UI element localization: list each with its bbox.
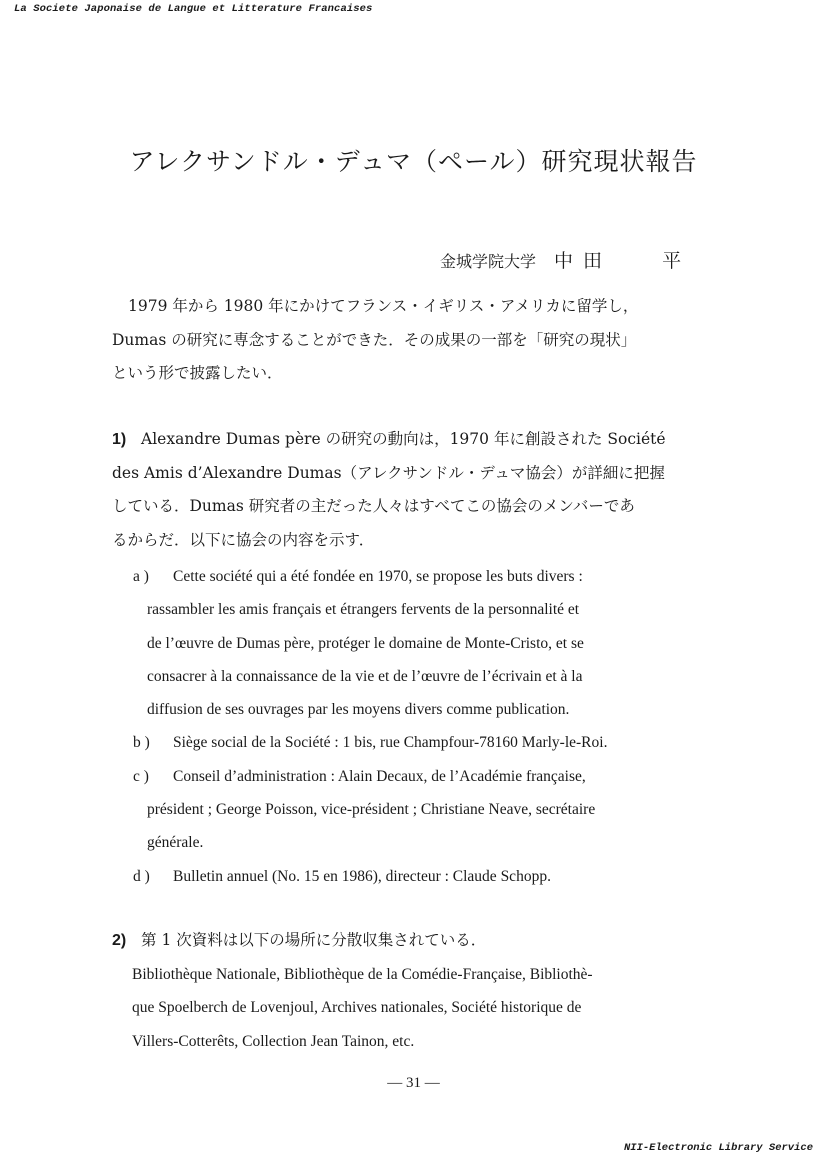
- archives-list: [112, 958, 718, 1059]
- section-2-number: 2): [112, 932, 127, 949]
- item-label: c ): [133, 767, 149, 785]
- author-given-name: 平: [662, 250, 684, 272]
- list-item: [133, 760, 716, 860]
- archives-line: Villers-Cotterêts, Collection Jean Tainon, etc.: [132, 1032, 415, 1050]
- section-1-line: des Amis d’Alexandre Dumas（アレクサンドル・デュマ協会）が詳細に把握: [112, 463, 665, 482]
- section-1-number: 1): [112, 431, 127, 448]
- section-1-line-text: Alexandre Dumas père の研究の動向は，1970 年に創設された Société: [141, 430, 666, 448]
- intro-line: Dumas の研究に専念することができた．その成果の一部を「研究の現状」: [112, 330, 637, 349]
- author-family-name: 中 田: [554, 250, 605, 272]
- section-2-paragraph: [112, 924, 718, 1058]
- item-line: consacrer à la connaissance de la vie et de l’œuvre de l’écrivain et à la: [147, 667, 583, 685]
- section-2-heading-text: 第 1 次資料は以下の場所に分散収集されている．: [141, 931, 487, 949]
- item-line: diffusion de ses ouvrages par les moyens divers comme publication.: [147, 701, 570, 719]
- section-1-line: [112, 423, 718, 457]
- intro-line: という形で披露したい．: [112, 364, 283, 382]
- item-label: a ): [133, 568, 149, 585]
- archives-line: que Spoelberch de Lovenjoul, Archives nationales, Société historique de: [132, 999, 582, 1016]
- journal-header: La Societe Japonaise de Langue et Litterature Francaises: [14, 3, 373, 15]
- article-title: アレクサンドル・デュマ（ペール）研究現状報告: [129, 147, 698, 176]
- item-line: Conseil d’administration : Alain Decaux, de l’Académie française,: [173, 767, 586, 785]
- author-affiliation: 金城学院大学: [440, 252, 537, 271]
- item-line: générale.: [147, 834, 204, 852]
- list-item: [133, 860, 716, 893]
- page-number: — 31 —: [387, 1075, 440, 1091]
- list-item: [133, 726, 716, 759]
- society-details-list: [133, 560, 716, 893]
- item-line: rassambler les amis français et étrangers fervents de la personnalité et: [147, 601, 580, 619]
- item-label: d ): [133, 867, 150, 885]
- archives-line: Bibliothèque Nationale, Bibliothèque de la Comédie-Française, Bibliothè-: [132, 965, 593, 983]
- author-name: [554, 250, 683, 272]
- section-1-line: している．Dumas 研究者の主だった人々はすべてこの協会のメンバーであ: [112, 497, 635, 515]
- intro-line: 1979 年から 1980 年にかけてフランス・イギリス・アメリカに留学し，: [128, 297, 639, 315]
- section-2-heading: [112, 924, 718, 958]
- item-label: b ): [133, 734, 150, 752]
- section-1-line: るからだ．以下に協会の内容を示す．: [112, 530, 375, 549]
- item-line: Bulletin annuel (No. 15 en 1986), directeur : Claude Schopp.: [173, 867, 551, 885]
- item-line: président ; George Poisson, vice-président ; Christiane Neave, secrétaire: [147, 801, 596, 819]
- library-footer: NII-Electronic Library Service: [623, 1142, 813, 1154]
- item-line: de l’œuvre de Dumas père, protéger le domaine de Monte-Cristo, et se: [147, 634, 584, 652]
- item-line: Siège social de la Société : 1 bis, rue Champfour-78160 Marly-le-Roi.: [173, 734, 608, 752]
- list-item: [133, 560, 716, 726]
- author-line: [440, 246, 683, 273]
- section-1-paragraph: [112, 423, 718, 557]
- item-line: Cette société qui a été fondée en 1970, se propose les buts divers :: [173, 568, 583, 585]
- intro-paragraph: [112, 290, 718, 391]
